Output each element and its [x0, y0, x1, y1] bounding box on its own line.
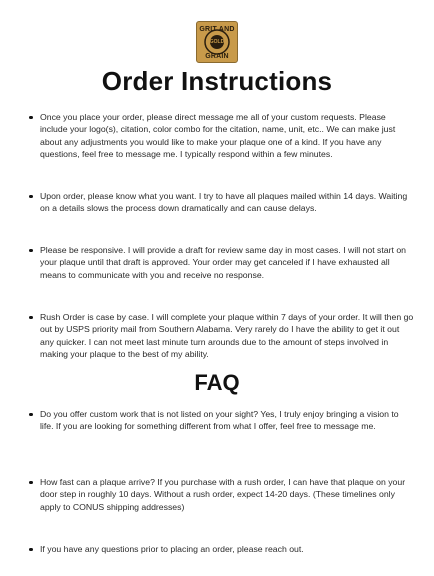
bullet-icon	[29, 116, 33, 120]
logo-bottom-text: GRAIN	[205, 53, 229, 60]
faq-heading: FAQ	[194, 370, 240, 395]
bullet-icon	[29, 548, 33, 552]
faq-text: Do you offer custom work that is not listed on your sight? Yes, I truly enjoy bringing a vision to life. If you are looking for something different from what I offer, feel free to message me.	[40, 409, 399, 432]
faq-item	[40, 543, 414, 555]
instruction-text: Please be responsive. I will provide a draft for review same day in most cases. I will not start on your plaque until that draft is approved. Your order may get canceled if I have exhausted all means to communicate with you and receive no response.	[40, 245, 406, 280]
bullet-icon	[29, 249, 33, 253]
instruction-text: Upon order, please know what you want. I try to have all plaques mailed within 14 days. Waiting on a details slows the process down dramatically and can cause delays.	[40, 191, 408, 214]
faq-item	[40, 408, 414, 433]
brand-logo	[196, 21, 238, 63]
instruction-text: Once you place your order, please direct message me all of your custom requests. Please include your logo(s), citation, color combo for the citation, name, unit, etc.. We can make just about any adjustments you would like to make your plaque one of a kind. If you have any questions, feel free to message me. I typically respond within a few minutes.	[40, 112, 396, 160]
bullet-icon	[29, 195, 33, 199]
page-title: Order Instructions	[101, 66, 333, 96]
instruction-item	[40, 311, 414, 361]
instruction-text: Rush Order is case by case. I will complete your plaque within 7 days of your order. It will then go out by USPS priority mail from Southern Alabama. Very rarely do I have the ability to get it out any quicker. I can not meet last minute turn arounds due to the amount of steps involved in making your plaque to the best of my ability.	[40, 312, 414, 360]
instruction-item	[40, 190, 414, 215]
faq-text: If you have any questions prior to placing an order, please reach out.	[40, 544, 304, 554]
faq-item	[40, 476, 414, 513]
logo-top-text: GRIT AND	[199, 26, 235, 33]
logo-middle-text: GOLD	[209, 39, 225, 45]
instruction-item	[40, 244, 414, 281]
bullet-icon	[29, 413, 33, 417]
instruction-item	[40, 111, 414, 161]
bullet-icon	[29, 481, 33, 485]
faq-text: How fast can a plaque arrive? If you purchase with a rush order, I can have that plaque on your door step in roughly 10 days. Without a rush order, expect 14-20 days. (These timelines only apply to CONUS shipping addresses)	[40, 477, 406, 512]
bullet-icon	[29, 316, 33, 320]
